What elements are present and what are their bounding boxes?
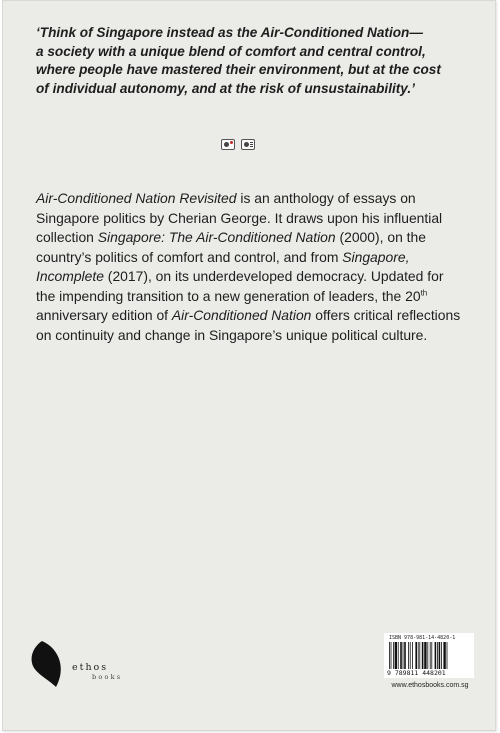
book-title: Singapore, <box>342 248 410 265</box>
description-line <box>36 228 486 248</box>
quote-line: of individual autonomy, and at the risk of unsustainability.’ <box>36 80 415 96</box>
quote-line: a society with a unique blend of comfort and central control, <box>36 43 426 59</box>
quote-line: ‘Think of Singapore instead as the Air-Conditioned Nation— <box>36 25 423 40</box>
publisher-logo <box>30 639 123 695</box>
air-conditioner-icon <box>241 139 255 150</box>
description-line <box>36 306 486 326</box>
description-line <box>36 189 486 209</box>
description-text: (2017), on its underdeveloped democracy. Updated for <box>103 268 444 284</box>
description-text: the impending transition to a new generation of leaders, the 20 <box>36 287 421 304</box>
isbn-barcode <box>384 633 474 678</box>
description-line <box>36 248 486 268</box>
ethos-logo-icon <box>30 639 70 689</box>
description-text: collection <box>36 229 98 245</box>
description-text: anniversary edition of <box>36 307 172 323</box>
air-conditioner-icon <box>221 139 235 150</box>
description-line: on continuity and change in Singapore’s unique political culture. <box>36 326 428 343</box>
description-line: Singapore politics by Cherian George. It draws upon his influential <box>36 209 443 226</box>
description-line <box>36 287 486 307</box>
pull-quote <box>36 24 486 98</box>
book-title: Incomplete <box>36 268 104 284</box>
publisher-website: www.ethosbooks.com.sg <box>391 682 469 689</box>
ordinal-suffix: th <box>420 287 428 297</box>
book-title: Air-Conditioned Nation Revisited <box>36 190 237 206</box>
quote-line: where people have mastered their environment, but at the cost <box>36 62 441 77</box>
barcode-icon <box>388 642 470 669</box>
description-text: is an anthology of essays on <box>236 190 416 206</box>
isbn-label: ISBN 978-981-14-4820-1 <box>389 635 456 641</box>
barcode-digits: 9 789811 448201 <box>387 669 446 677</box>
description-text: offers critical reflections <box>311 307 461 323</box>
logo-wordmark: ethos <box>72 662 109 673</box>
book-title: Singapore: The Air-Conditioned Nation <box>97 229 336 245</box>
air-conditioner-ornament <box>221 137 261 151</box>
description-text: country’s politics of comfort and control, and from <box>36 248 343 265</box>
logo-wordmark-sub: books <box>92 673 123 681</box>
back-cover <box>2 0 496 731</box>
book-description <box>36 189 486 345</box>
book-title: Air-Conditioned Nation <box>171 307 312 323</box>
description-text: (2000), on the <box>335 229 426 245</box>
description-line <box>36 267 486 287</box>
